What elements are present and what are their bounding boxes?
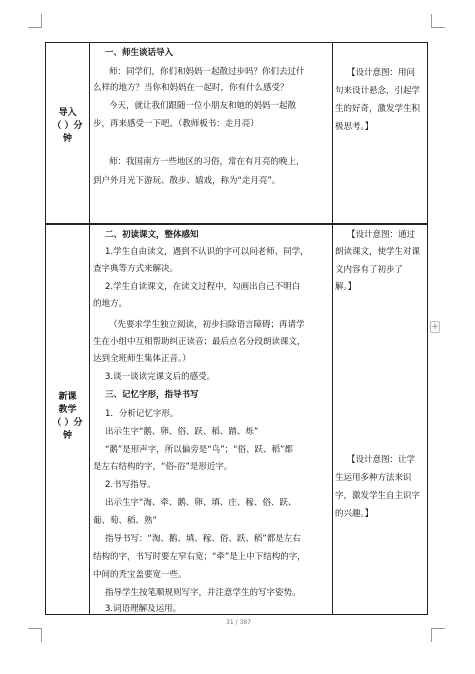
paragraph-line: 查字典等方式来解决。 — [93, 264, 179, 274]
crop-mark — [28, 27, 42, 28]
paragraph-line: 生在小组中互相帮助纠正读音；最后点名分段朗读课文， — [93, 337, 306, 347]
paragraph-line: 结构的字，书写时要左窄右宽；“牵”是上中下结构的字， — [93, 552, 306, 562]
paragraph-line: 2.学生自读课文，在读文过程中，勾画出自己不明白 — [105, 282, 301, 292]
note-line: 【设计意图：让学 — [347, 455, 416, 465]
note-line: 字，激发学生自主识字 — [335, 491, 421, 501]
crop-mark — [431, 27, 445, 28]
paragraph-line: 1．分析记忆字形。 — [105, 409, 179, 419]
note-line: 文内容有了初步了 — [335, 265, 404, 275]
paragraph-line: 1.学生自由读文，遇到不认识的字可以问老师、同学， — [105, 247, 309, 257]
crop-mark — [41, 14, 42, 28]
paragraph-line: 步，再来感受一下吧。（教师板书：走月亮） — [93, 119, 259, 129]
row-label-new-lesson: 新课 教学 （ ）分 钟 — [52, 392, 83, 441]
design-intent-note — [333, 225, 428, 345]
new-lesson-content — [89, 225, 332, 616]
design-intent-note — [333, 43, 428, 223]
note-line: 句来设计悬念，引起学 — [335, 86, 421, 96]
note-line: 生的好奇，激发学生积 — [335, 104, 421, 114]
paragraph-line: 3.谈一谈读完课文后的感受。 — [105, 372, 216, 382]
paragraph-line: 是左右结构的字，“俗-浴”是形近字。 — [93, 462, 233, 472]
section-heading: 一、师生谈话导入 — [105, 48, 174, 58]
crop-mark — [41, 628, 42, 642]
note-line: 朗读课文，使学生对课 — [335, 247, 421, 257]
paragraph-line: 么样的地方？当你和妈妈在一起时，你有什么感受？ — [93, 83, 289, 93]
page-number: 31 / 387 — [226, 619, 251, 626]
paragraph-line: 到户外月光下游玩、散步、嬉戏，称为“走月亮”。 — [93, 176, 281, 186]
note-line: 极思考。】 — [335, 122, 374, 132]
crop-mark — [431, 628, 432, 642]
paragraph-line: 2.书写指导。 — [105, 480, 156, 490]
paragraph-line: “鹅”是形声字，所以偏旁是“鸟”；“俗、跃、稻”都 — [105, 445, 293, 455]
paragraph-line: 出示生字“鹅、卵、俗、跃、稻、踏、烁” — [105, 427, 259, 437]
note-line: 【设计意图：通过 — [347, 230, 416, 240]
paragraph-line: 指导书写：“淘、鹅、填、稼、俗、跃、稻”都是左右 — [105, 534, 301, 544]
paragraph-line: 3.词语理解及运用。 — [105, 604, 182, 614]
add-button[interactable]: + — [431, 322, 439, 332]
row-label-intro: 导入 （ ）分 钟 — [52, 108, 83, 144]
paragraph-line: 今天，就让我们跟随一位小朋友和她的妈妈一起散 — [109, 101, 297, 111]
note-line: 【设计意图：用问 — [347, 68, 416, 78]
paragraph-line: 中间的秃宝盖要宽一些。 — [93, 570, 187, 580]
paragraph-line: 葡、萄、稻、熟” — [93, 516, 157, 526]
section-heading: 三、记忆字形，指导书写 — [105, 390, 199, 400]
design-intent-note — [333, 453, 428, 553]
paragraph-line: （先要求学生独立阅读，初步扫除语言障碍；再请学 — [109, 320, 305, 330]
paragraph-line: 指导学生按笔顺规则写字，并注意学生的写字姿势。 — [105, 588, 301, 598]
crop-mark — [431, 14, 432, 28]
intro-content — [89, 43, 332, 223]
paragraph-line: 师：同学们，你们和妈妈一起散过步吗？你们去过什 — [109, 67, 305, 77]
paragraph-line: 师：我国南方一些地区的习俗，常在有月亮的晚上， — [109, 157, 305, 167]
note-line: 生运用多种方法来识 — [335, 473, 412, 483]
crop-mark — [431, 628, 445, 629]
paragraph-line: 出示生字“淘、牵、鹅、卵、填、庄、稼、俗、跃、 — [105, 498, 297, 508]
crop-mark — [28, 628, 42, 629]
paragraph-line: 的地方。 — [93, 299, 128, 309]
section-heading: 二、初读课文，整体感知 — [105, 230, 199, 240]
note-line: 解。】 — [335, 282, 357, 292]
note-line: 的兴趣。】 — [335, 509, 374, 519]
lesson-plan-table — [45, 42, 428, 615]
paragraph-line: 达到全班师生集体正音。） — [93, 354, 191, 364]
